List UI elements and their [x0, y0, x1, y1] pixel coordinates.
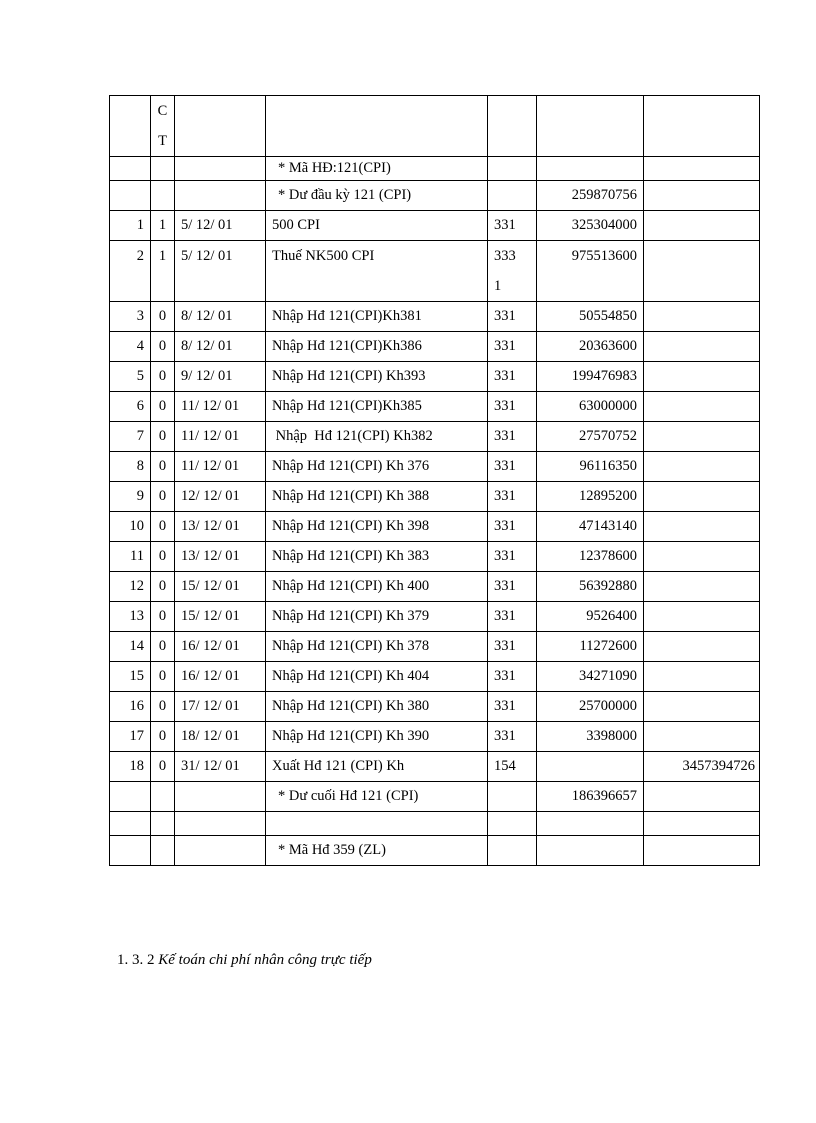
table-row: 8 0 11/ 12/ 01 Nhập Hđ 121(CPI) Kh 376 331 96116350 — [110, 452, 760, 482]
table-row: 2 1 5/ 12/ 01 Thuế NK500 CPI 333 1 975513600 — [110, 241, 760, 302]
table-row: 15 0 16/ 12/ 01 Nhập Hđ 121(CPI) Kh 404 331 34271090 — [110, 662, 760, 692]
table-row — [110, 181, 760, 211]
table-row — [110, 812, 760, 836]
credit-header-cell — [644, 96, 760, 157]
acct-header-cell — [488, 96, 537, 157]
table-row — [110, 836, 760, 866]
table-row: 9 0 12/ 12/ 01 Nhập Hđ 121(CPI) Kh 388 331 12895200 — [110, 482, 760, 512]
table-row: 3 0 8/ 12/ 01 Nhập Hđ 121(CPI)Kh381 331 50554850 — [110, 302, 760, 332]
table-row — [110, 157, 760, 181]
table-row: 4 0 8/ 12/ 01 Nhập Hđ 121(CPI)Kh386 331 20363600 — [110, 332, 760, 362]
code-label: * Mã Hđ 359 (ZL) — [266, 836, 488, 866]
table-row: 1 1 5/ 12/ 01 500 CPI 331 325304000 — [110, 211, 760, 241]
stt-header-cell — [110, 96, 151, 157]
header-row — [110, 96, 760, 157]
table-row: 17 0 18/ 12/ 01 Nhập Hđ 121(CPI) Kh 390 331 3398000 — [110, 722, 760, 752]
table-row: 7 0 11/ 12/ 01 Nhập Hđ 121(CPI) Kh382 331 27570752 — [110, 422, 760, 452]
ledger-table — [109, 95, 760, 866]
date-header-cell — [175, 96, 266, 157]
ct-header-cell: C T — [151, 96, 175, 157]
opening-balance-label: * Dư đầu kỳ 121 (CPI) — [266, 181, 488, 211]
closing-balance-label: * Dư cuối Hđ 121 (CPI) — [266, 782, 488, 812]
section-number: 1. 3. 2 — [117, 952, 159, 968]
closing-balance-amount: 186396657 — [537, 782, 644, 812]
table-row: 10 0 13/ 12/ 01 Nhập Hđ 121(CPI) Kh 398 331 47143140 — [110, 512, 760, 542]
credit-amount: 3457394726 — [644, 752, 760, 782]
table-row: 11 0 13/ 12/ 01 Nhập Hđ 121(CPI) Kh 383 331 12378600 — [110, 542, 760, 572]
section-title: Kế toán chi phí nhân công trực tiếp — [158, 952, 372, 968]
desc-header-cell — [266, 96, 488, 157]
table-row: 14 0 16/ 12/ 01 Nhập Hđ 121(CPI) Kh 378 331 11272600 — [110, 632, 760, 662]
table-row: 18 0 31/ 12/ 01 Xuất Hđ 121 (CPI) Kh 154 3457394726 — [110, 752, 760, 782]
section-heading — [117, 952, 372, 969]
code-label: * Mã HĐ:121(CPI) — [266, 157, 488, 181]
table-row: 13 0 15/ 12/ 01 Nhập Hđ 121(CPI) Kh 379 331 9526400 — [110, 602, 760, 632]
table-row: 6 0 11/ 12/ 01 Nhập Hđ 121(CPI)Kh385 331 63000000 — [110, 392, 760, 422]
table-row: 5 0 9/ 12/ 01 Nhập Hđ 121(CPI) Kh393 331 199476983 — [110, 362, 760, 392]
table-row — [110, 782, 760, 812]
debit-header-cell — [537, 96, 644, 157]
table-row: 12 0 15/ 12/ 01 Nhập Hđ 121(CPI) Kh 400 331 56392880 — [110, 572, 760, 602]
acct-cell: 333 1 — [488, 241, 537, 302]
table-row: 16 0 17/ 12/ 01 Nhập Hđ 121(CPI) Kh 380 331 25700000 — [110, 692, 760, 722]
opening-balance-amount: 259870756 — [537, 181, 644, 211]
